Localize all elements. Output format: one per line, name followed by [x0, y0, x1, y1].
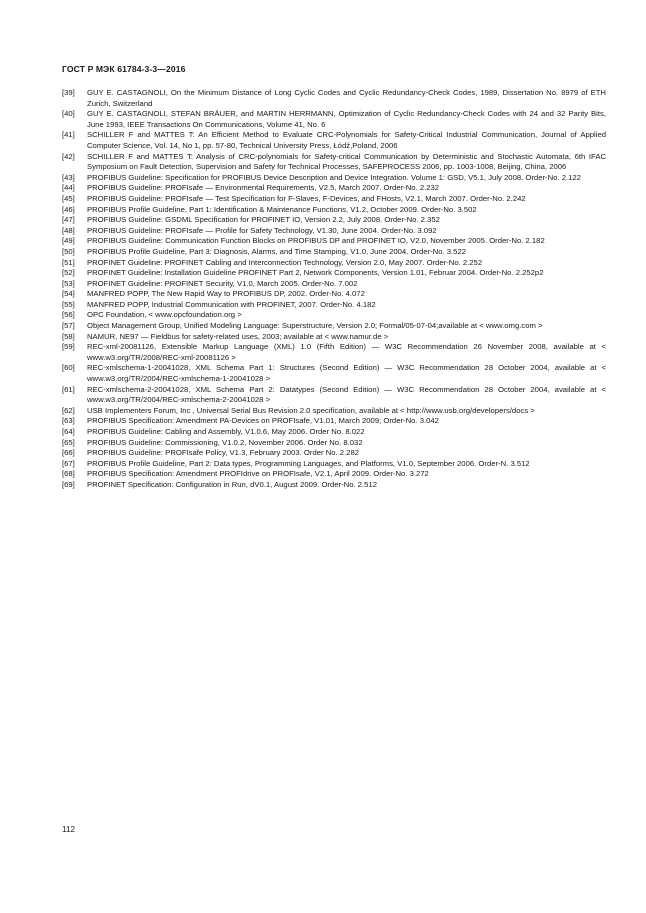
reference-item: [62, 152, 606, 173]
reference-text: REC-xmlschema-2-20041028, XML Schema Part 2: Datatypes (Second Edition) — W3C Recommendation 28 October 2004, available at < www.w3.org/TR/2004/REC-xmlschema-2-20041028 >: [87, 384, 606, 405]
reference-item: [62, 363, 606, 384]
reference-number: [50]: [62, 246, 75, 256]
reference-item: [62, 459, 606, 470]
reference-number: [68]: [62, 469, 75, 479]
reference-number: [60]: [62, 363, 75, 373]
bibliography-list: [62, 88, 606, 491]
reference-item: [62, 226, 606, 237]
reference-text: PROFIBUS Guideline: Commissioning, V1.0.2, November 2006. Order No. 8.032: [87, 437, 363, 447]
reference-number: [51]: [62, 257, 75, 267]
reference-item: [62, 300, 606, 311]
reference-number: [55]: [62, 299, 75, 309]
reference-item: [62, 469, 606, 480]
reference-item: [62, 215, 606, 226]
reference-item: [62, 268, 606, 279]
reference-item: [62, 448, 606, 459]
reference-text: PROFIBUS Guideline: Cabling and Assembly, V1.0.6, May 2006. Order No. 8.022: [87, 427, 365, 436]
reference-number: [58]: [62, 331, 75, 341]
reference-item: [62, 385, 606, 406]
reference-item: [62, 416, 606, 427]
reference-number: [67]: [62, 458, 75, 468]
reference-number: [40]: [62, 109, 75, 119]
reference-item: [62, 332, 606, 343]
reference-text: NAMUR, NE97 — Fieldbus for safety-related uses, 2003; available at < www.namur.de >: [87, 331, 389, 341]
reference-number: [41]: [62, 130, 75, 140]
reference-item: [62, 236, 606, 247]
reference-item: [62, 310, 606, 321]
reference-item: [62, 109, 606, 130]
reference-number: [44]: [62, 183, 75, 193]
reference-text: PROFINET Guideline: PROFINET Cabling and Interconnection Technology, Version 2.0, May 2007. Order-No. 2.252: [87, 257, 483, 267]
reference-item: [62, 279, 606, 290]
reference-text: PROFIBUS Profile Guideline, Part 3: Diagnosis, Alarms, and Time Stamping, V1.0, June 2004. Order-No. 3.522: [87, 246, 467, 256]
reference-text: PROFIBUS Guideline: PROFIsafe — Profile for Safety Technology, V1.30, June 2004. Order-No. 3.092: [87, 225, 437, 235]
reference-item: [62, 183, 606, 194]
reference-item: [62, 247, 606, 258]
reference-item: [62, 205, 606, 216]
reference-text: PROFIBUS Profile Guideline, Part 1: Identification & Maintenance Functions, V1.2, October 2009. Order-No. 3.502: [87, 204, 477, 214]
reference-item: [62, 88, 606, 109]
reference-text: MANFRED POPP, The New Rapid Way to PROFIBUS DP, 2002. Order-No. 4.072: [87, 289, 365, 299]
reference-item: [62, 438, 606, 449]
reference-text: PROFINET Specification: Configuration in Run, dV0.1, August 2009. Order-No. 2.512: [87, 479, 378, 489]
reference-number: [48]: [62, 225, 75, 235]
reference-text: SCHILLER F and MATTES T: Analysis of CRC-polynomials for Safety-critical Communication by Deterministic and Stochastic Automata, 6th IFAC Symposium on Fault Detection, Supervision and Safety for Technical Processes, SAFEPROCESS 2006, pp. 1003-1008, Beijing, China, 2006: [87, 151, 606, 172]
reference-text: PROFINET Guideline: PROFINET Security, V1.0, March 2005. Order-No. 7.002: [87, 278, 358, 288]
reference-text: REC-xmlschema-1-20041028, XML Schema Part 1: Structures (Second Edition) — W3C Recommendation 28 October 2004, available at < www.w3.org/TR/2004/REC-xmlschema-1-20041028 >: [87, 363, 606, 384]
reference-number: [64]: [62, 427, 75, 436]
reference-text: PROFINET Guideline: Installation Guideline PROFINET Part 2, Network Components, Version 1.01, Februar 2004. Order-No. 2.252p2: [87, 268, 544, 278]
page-number: 112: [62, 825, 76, 834]
reference-item: [62, 194, 606, 205]
reference-text: PROFIBUS Guideline: PROFIsafe — Environmental Requirements, V2.5, March 2007. Order-No. 2.232: [87, 183, 440, 193]
reference-text: REC-xml-20081126, Extensible Markup Language (XML) 1.0 (Fifth Edition) — W3C Recommendation 26 November 2008, available at < www.w3.org/TR/2008/REC-xml-20081126 >: [87, 342, 606, 362]
reference-number: [52]: [62, 268, 75, 278]
reference-number: [69]: [62, 479, 75, 489]
reference-item: [62, 289, 606, 300]
reference-text: MANFRED POPP, Industrial Communication with PROFINET, 2007. Order-No. 4.182: [87, 299, 376, 309]
reference-item: [62, 258, 606, 269]
reference-text: GUY E. CASTAGNOLI, On the Minimum Distance of Long Cyclic Codes and Cyclic Redundancy-Check Codes, 1989, Dissertation No. 8979 of ETH Zurich, Switzerland: [87, 88, 606, 108]
reference-item: [62, 427, 606, 438]
reference-number: [66]: [62, 448, 75, 458]
reference-number: [45]: [62, 193, 75, 203]
reference-number: [54]: [62, 289, 75, 299]
reference-item: [62, 130, 606, 151]
reference-number: [43]: [62, 172, 75, 182]
reference-text: Object Management Group, Unified Modeling Language: Superstructure, Version 2.0; Formal/05-07-04;available at < www.omg.com >: [87, 321, 543, 331]
reference-number: [57]: [62, 321, 75, 331]
reference-number: [49]: [62, 236, 75, 246]
reference-number: [65]: [62, 437, 75, 447]
reference-item: [62, 406, 606, 417]
reference-text: GUY E. CASTAGNOLI, STEFAN BRÄUER, and MARTIN HERRMANN, Optimization of Cyclic Redundancy-Check Codes with 24 and 32 Parity Bits, June 1993, IEEE Transactions On Communications, Volume 41, No. 6: [87, 109, 606, 129]
reference-item: [62, 342, 606, 363]
reference-text: PROFIBUS Guideline: Specification for PROFIBUS Device Description and Device Integration. Volume 1: GSD, V5.1, July 2008. Order-No. 2.122: [87, 172, 581, 182]
reference-number: [59]: [62, 342, 75, 352]
reference-text: PROFIBUS Guideline: GSDML Specification for PROFINET IO, Version 2.2, July 2008. Order-No. 2.352: [87, 215, 440, 225]
reference-number: [56]: [62, 310, 75, 320]
reference-number: [53]: [62, 278, 75, 288]
reference-number: [63]: [62, 416, 75, 426]
reference-text: USB Implementers Forum, Inc , Universal Serial Bus Revision 2.0 specification, available at < http://www.usb.org/developers/docs >: [87, 405, 535, 415]
reference-item: [62, 321, 606, 332]
reference-number: [47]: [62, 215, 75, 225]
reference-text: PROFIBUS Guideline: Communication Function Blocks on PROFIBUS DP and PROFINET IO, V2.0, November 2005. Order-No. 2.182: [87, 236, 545, 246]
reference-number: [62]: [62, 405, 75, 415]
reference-item: [62, 480, 606, 491]
reference-number: [61]: [62, 384, 75, 394]
reference-text: PROFIBUS Profile Guideline, Part 2: Data types, Programming Languages, and Platforms, V1.0, September 2006. Order-N. 3.512: [87, 458, 530, 468]
reference-text: PROFIBUS Specification: Amendment PROFIdrive on PROFIsafe, V2.1, April 2009. Order-No. 3.272: [87, 469, 429, 479]
reference-text: PROFIBUS Specification: Amendment PA-Devices on PROFIsafe, V1.01, March 2009; Order-No. 3.042: [87, 416, 439, 426]
reference-number: [39]: [62, 88, 75, 97]
reference-text: OPC Foundation, < www.opcfoundation.org >: [87, 310, 242, 320]
reference-text: PROFIBUS Guideline: PROFIsafe Policy, V1.3, February 2003. Order No. 2.282: [87, 448, 360, 458]
reference-text: SCHILLER F and MATTES T: An Efficient Method to Evaluate CRC-Polynomials for Safety-Critical Industrial Communication, Journal of Applied Computer Science, Vol. 14, No 1, pp. 57-80, Technical University Press, Łódź,Poland, 2006: [87, 130, 606, 150]
reference-item: [62, 173, 606, 184]
page-header: ГОСТ Р МЭК 61784-3-3—2016: [62, 64, 186, 74]
reference-text: PROFIBUS Guideline: PROFIsafe — Test Specification for F-Slaves, F-Devices, and FHosts, V2.1, March 2007. Order-No. 2.242: [87, 193, 526, 203]
reference-number: [46]: [62, 204, 75, 214]
reference-number: [42]: [62, 151, 75, 161]
